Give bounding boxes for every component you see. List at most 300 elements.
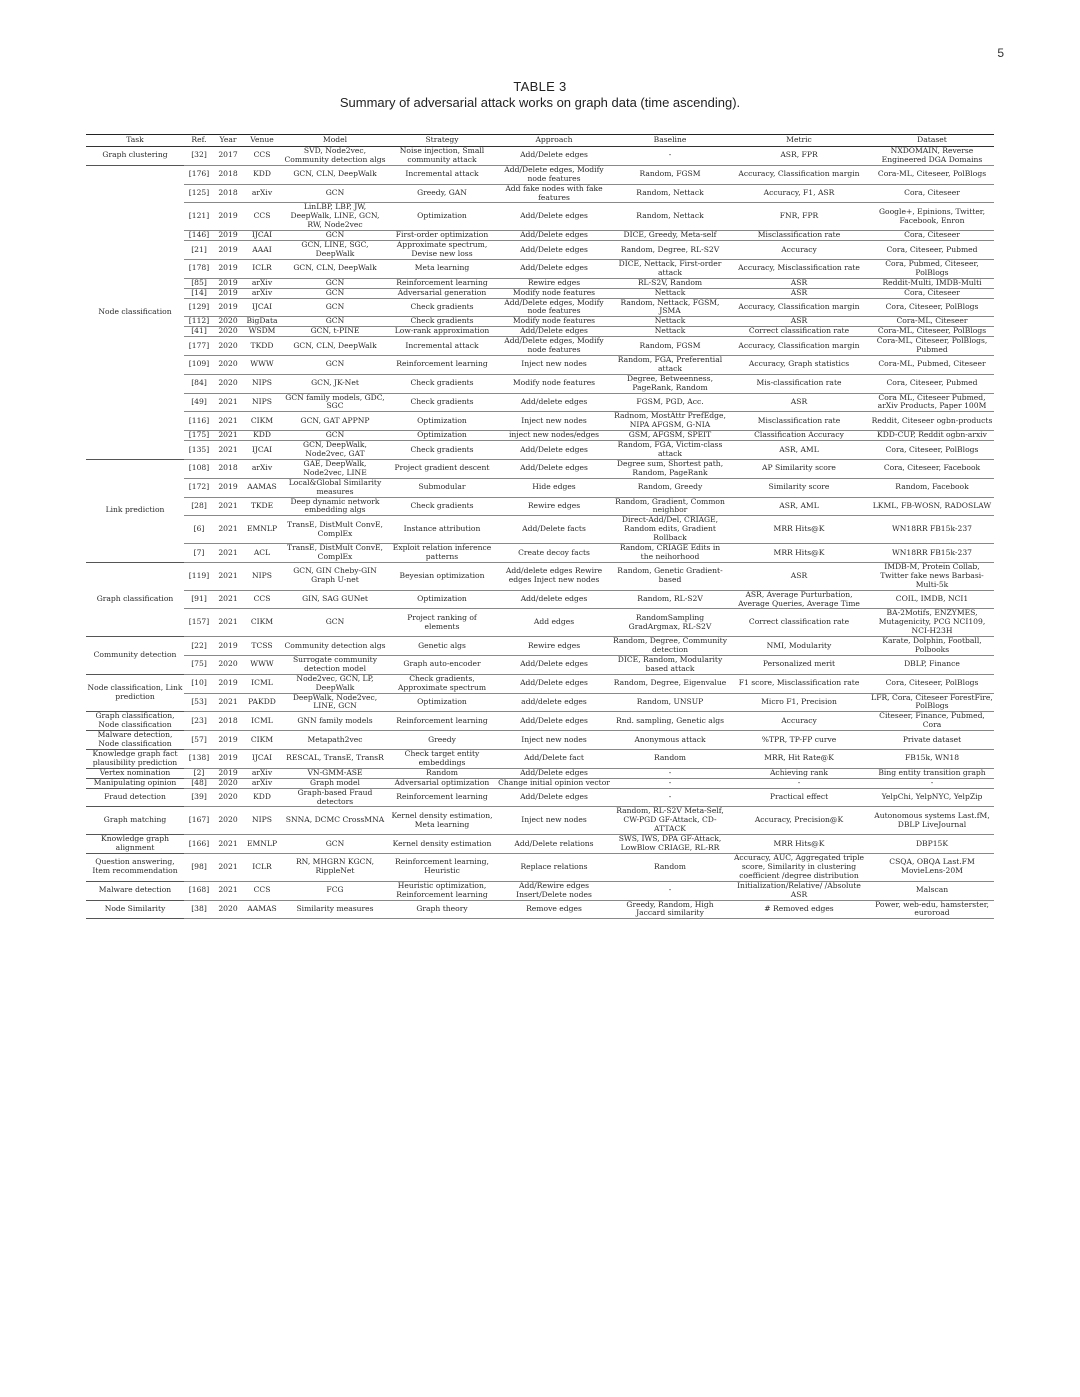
table-row [86, 674, 994, 693]
ref-cell: [32] [184, 147, 214, 166]
baseline-cell: RandomSampling GradArgmax, RL-S2V [612, 609, 728, 637]
metric-cell: ASR, Average Purturbation, Average Queries, Average Time [728, 590, 870, 609]
table-row [86, 693, 994, 712]
ref-cell: [109] [184, 355, 214, 374]
strategy-cell: Check target entity embeddings [388, 750, 496, 769]
table-row [86, 637, 994, 656]
dataset-cell: Citeseer, Finance, Pubmed, Cora [870, 712, 994, 731]
dataset-cell: Reddit, Citeseer ogbn-products [870, 412, 994, 431]
table-row [86, 497, 994, 516]
strategy-cell: First-order optimization [388, 231, 496, 241]
strategy-cell: Reinforcement learning [388, 355, 496, 374]
baseline-cell: Random, Genetic Gradient-based [612, 562, 728, 590]
year-cell: 2020 [214, 327, 242, 337]
task-cell: Malware detection [86, 881, 184, 900]
dataset-cell: Cora-ML, Citeseer [870, 317, 994, 327]
metric-cell: MRR Hits@K [728, 544, 870, 563]
venue-cell: WWW [242, 355, 282, 374]
table-row [86, 712, 994, 731]
table-row [86, 355, 994, 374]
venue-cell: IJCAI [242, 231, 282, 241]
model-cell: Graph-based Fraud detectors [282, 788, 388, 807]
year-cell: 2020 [214, 355, 242, 374]
table-row [86, 288, 994, 298]
venue-cell: CCS [242, 590, 282, 609]
metric-cell: Practical effect [728, 788, 870, 807]
venue-cell: ICLR [242, 259, 282, 278]
ref-cell: [112] [184, 317, 214, 327]
task-cell: Manipulating opinion [86, 778, 184, 788]
year-cell: 2019 [214, 278, 242, 288]
approach-cell: Modify node features [496, 317, 612, 327]
table-row [86, 241, 994, 260]
model-cell: SNNA, DCMC CrossMNA [282, 807, 388, 835]
year-cell: 2021 [214, 412, 242, 431]
ref-cell: [108] [184, 459, 214, 478]
year-cell: 2019 [214, 288, 242, 298]
strategy-cell: Project gradient descent [388, 459, 496, 478]
year-cell: 2021 [214, 497, 242, 516]
year-cell: 2019 [214, 637, 242, 656]
strategy-cell: Reinforcement learning [388, 788, 496, 807]
strategy-cell: Heuristic optimization, Reinforcement learning [388, 881, 496, 900]
approach-cell: Add/Delete edges [496, 768, 612, 778]
baseline-cell: Random, RL-S2V [612, 590, 728, 609]
ref-cell: [49] [184, 393, 214, 412]
approach-cell: Modify node features [496, 374, 612, 393]
strategy-cell: Graph auto-encoder [388, 655, 496, 674]
approach-cell: Rewire edges [496, 637, 612, 656]
dataset-cell: WN18RR FB15k-237 [870, 516, 994, 544]
model-cell: GIN, SAG GUNet [282, 590, 388, 609]
ref-cell: [7] [184, 544, 214, 563]
year-cell: 2020 [214, 655, 242, 674]
metric-cell: ASR [728, 317, 870, 327]
dataset-cell: IMDB-M, Protein Collab, Twitter fake news Barbasi-Multi-5k [870, 562, 994, 590]
year-cell: 2021 [214, 609, 242, 637]
year-cell: 2019 [214, 298, 242, 317]
model-cell: RESCAL, TransE, TransR [282, 750, 388, 769]
dataset-cell: WN18RR FB15k-237 [870, 544, 994, 563]
strategy-cell: Instance attribution [388, 516, 496, 544]
venue-cell: arXiv [242, 278, 282, 288]
metric-cell: Micro F1, Precision [728, 693, 870, 712]
approach-cell: Add/Rewire edges Insert/Delete nodes [496, 881, 612, 900]
ref-cell: [166] [184, 835, 214, 854]
metric-cell: Correct classification rate [728, 609, 870, 637]
year-cell: 2021 [214, 431, 242, 441]
dataset-cell: Reddit-Multi, IMDB-Multi [870, 278, 994, 288]
baseline-cell: Nettack [612, 327, 728, 337]
table-title: Summary of adversarial attack works on graph data (time ascending). [339, 95, 741, 110]
baseline-cell: Random, Nettack [612, 203, 728, 231]
header-venue: Venue [242, 135, 282, 147]
table-header-row [86, 135, 994, 147]
task-cell: Malware detection, Node classification [86, 731, 184, 750]
ref-cell: [168] [184, 881, 214, 900]
baseline-cell: Random, UNSUP [612, 693, 728, 712]
approach-cell: Add/Delete edges [496, 231, 612, 241]
baseline-cell: - [612, 788, 728, 807]
model-cell: GCN, CLN, DeepWalk [282, 259, 388, 278]
table-row [86, 562, 994, 590]
year-cell: 2020 [214, 317, 242, 327]
strategy-cell: Adversarial optimization [388, 778, 496, 788]
header-strategy: Strategy [388, 135, 496, 147]
metric-cell: Accuracy, F1, ASR [728, 184, 870, 203]
metric-cell: ASR [728, 562, 870, 590]
table-row [86, 853, 994, 881]
year-cell: 2021 [214, 590, 242, 609]
model-cell: GCN [282, 609, 388, 637]
model-cell: LinLBP, LBP, JW, DeepWalk, LINE, GCN, RW, Node2vec [282, 203, 388, 231]
ref-cell: [75] [184, 655, 214, 674]
approach-cell: Rewire edges [496, 278, 612, 288]
approach-cell: Add/Delete edges [496, 327, 612, 337]
baseline-cell: Direct-Add/Del, CRIAGE, Random edits, Gradient Rollback [612, 516, 728, 544]
approach-cell: Change initial opinion vector [496, 778, 612, 788]
venue-cell: arXiv [242, 768, 282, 778]
baseline-cell: Random [612, 853, 728, 881]
baseline-cell: RL-S2V, Random [612, 278, 728, 288]
metric-cell: Misclassification rate [728, 412, 870, 431]
venue-cell: CCS [242, 203, 282, 231]
venue-cell: WWW [242, 655, 282, 674]
year-cell: 2019 [214, 231, 242, 241]
dataset-cell: NXDOMAIN, Reverse Engineered DGA Domains [870, 147, 994, 166]
year-cell: 2020 [214, 788, 242, 807]
ref-cell: [178] [184, 259, 214, 278]
header-baseline: Baseline [612, 135, 728, 147]
venue-cell: PAKDD [242, 693, 282, 712]
dataset-cell: Cora, Citeseer, PolBlogs [870, 441, 994, 460]
dataset-cell: Random, Facebook [870, 478, 994, 497]
model-cell: GAE, DeepWalk, Node2vec, LINE [282, 459, 388, 478]
task-cell: Node classification, Link prediction [86, 674, 184, 712]
venue-cell: arXiv [242, 184, 282, 203]
venue-cell: IJCAI [242, 750, 282, 769]
metric-cell: FNR, FPR [728, 203, 870, 231]
table-row [86, 731, 994, 750]
approach-cell: Inject new nodes [496, 807, 612, 835]
venue-cell: ICML [242, 712, 282, 731]
approach-cell: Add/Delete fact [496, 750, 612, 769]
dataset-cell: FB15k, WN18 [870, 750, 994, 769]
header-model: Model [282, 135, 388, 147]
table-row [86, 147, 994, 166]
approach-cell: Rewire edges [496, 497, 612, 516]
model-cell: GCN, CLN, DeepWalk [282, 337, 388, 356]
ref-cell: [157] [184, 609, 214, 637]
ref-cell: [119] [184, 562, 214, 590]
model-cell: GCN [282, 278, 388, 288]
ref-cell: [84] [184, 374, 214, 393]
metric-cell: ASR [728, 278, 870, 288]
metric-cell: - [728, 778, 870, 788]
ref-cell: [98] [184, 853, 214, 881]
year-cell: 2019 [214, 674, 242, 693]
ref-cell: [39] [184, 788, 214, 807]
table-row [86, 393, 994, 412]
metric-cell: ASR, AML [728, 441, 870, 460]
metric-cell: AP Similarity score [728, 459, 870, 478]
ref-cell: [57] [184, 731, 214, 750]
ref-cell: [176] [184, 165, 214, 184]
model-cell: Metapath2vec [282, 731, 388, 750]
approach-cell: Add/Delete edges, Modify node features [496, 298, 612, 317]
table-row [86, 231, 994, 241]
table-row [86, 459, 994, 478]
strategy-cell: Optimization [388, 203, 496, 231]
dataset-cell: Cora-ML, Citeseer, PolBlogs [870, 327, 994, 337]
venue-cell: EMNLP [242, 516, 282, 544]
baseline-cell: - [612, 768, 728, 778]
strategy-cell: Check gradients [388, 317, 496, 327]
baseline-cell: Random, Gradient, Common neighbor [612, 497, 728, 516]
model-cell: TransE, DistMult ConvE, ComplEx [282, 544, 388, 563]
venue-cell: ICML [242, 674, 282, 693]
baseline-cell: SWS, IWS, DPA GF-Attack, LowBlow CRIAGE, RL-RR [612, 835, 728, 854]
table-row [86, 203, 994, 231]
dataset-cell: Bing entity transition graph [870, 768, 994, 778]
approach-cell: Add/Delete facts [496, 516, 612, 544]
year-cell: 2019 [214, 731, 242, 750]
baseline-cell: Greedy, Random, High Jaccard similarity [612, 900, 728, 919]
task-cell: Node classification [86, 165, 184, 459]
table-row [86, 337, 994, 356]
year-cell: 2021 [214, 544, 242, 563]
year-cell: 2018 [214, 459, 242, 478]
ref-cell: [14] [184, 288, 214, 298]
model-cell: DeepWalk, Node2vec, LINE, GCN [282, 693, 388, 712]
dataset-cell: Cora, Citeseer, Pubmed [870, 374, 994, 393]
ref-cell: [38] [184, 900, 214, 919]
task-cell: Knowledge graph alignment [86, 835, 184, 854]
year-cell: 2019 [214, 241, 242, 260]
year-cell: 2019 [214, 478, 242, 497]
venue-cell: CIKM [242, 731, 282, 750]
year-cell: 2021 [214, 835, 242, 854]
venue-cell: arXiv [242, 288, 282, 298]
task-cell: Node Similarity [86, 900, 184, 919]
strategy-cell: Check gradients [388, 393, 496, 412]
model-cell: GCN, JK-Net [282, 374, 388, 393]
strategy-cell: Check gradients [388, 298, 496, 317]
ref-cell: [48] [184, 778, 214, 788]
dataset-cell: Cora, Pubmed, Citeseer, PolBlogs [870, 259, 994, 278]
header-dataset: Dataset [870, 135, 994, 147]
ref-cell: [28] [184, 497, 214, 516]
dataset-cell: Cora-ML, Citeseer, PolBlogs, Pubmed [870, 337, 994, 356]
venue-cell: TCSS [242, 637, 282, 656]
strategy-cell: Optimization [388, 590, 496, 609]
approach-cell: Add/Delete edges [496, 259, 612, 278]
year-cell: 2018 [214, 165, 242, 184]
model-cell: GCN, CLN, DeepWalk [282, 165, 388, 184]
model-cell: GCN [282, 317, 388, 327]
baseline-cell: Random, FGSM [612, 165, 728, 184]
strategy-cell: Meta learning [388, 259, 496, 278]
table-row [86, 298, 994, 317]
metric-cell: ASR [728, 288, 870, 298]
metric-cell: Accuracy [728, 241, 870, 260]
approach-cell: Add/Delete edges [496, 788, 612, 807]
strategy-cell: Low-rank approximation [388, 327, 496, 337]
ref-cell: [146] [184, 231, 214, 241]
ref-cell: [23] [184, 712, 214, 731]
baseline-cell: Random, FGSM [612, 337, 728, 356]
year-cell: 2021 [214, 881, 242, 900]
year-cell: 2020 [214, 900, 242, 919]
table-row [86, 900, 994, 919]
venue-cell: arXiv [242, 459, 282, 478]
year-cell: 2021 [214, 693, 242, 712]
ref-cell: [138] [184, 750, 214, 769]
table-row [86, 835, 994, 854]
model-cell: GCN [282, 184, 388, 203]
baseline-cell: Degree, Betweenness, PageRank, Random [612, 374, 728, 393]
dataset-cell: LKML, FB-WOSN, RADOSLAW [870, 497, 994, 516]
approach-cell: Hide edges [496, 478, 612, 497]
dataset-cell: LFR, Cora, Citeseer ForestFire, PolBlogs [871, 693, 993, 711]
baseline-cell: Random, FGA, Preferential attack [612, 355, 728, 374]
dataset-cell: Power, web-edu, hamsterster, euroroad [870, 900, 994, 919]
ref-cell: [91] [184, 590, 214, 609]
model-cell: RN, MHGRN KGCN, RippleNet [282, 853, 388, 881]
approach-cell: add/delete edges [496, 693, 612, 712]
strategy-cell: Random [388, 768, 496, 778]
approach-cell: Add/Delete edges [496, 459, 612, 478]
ref-cell: [135] [184, 441, 214, 460]
ref-cell: [53] [184, 693, 214, 712]
ref-cell: [177] [184, 337, 214, 356]
metric-cell: Similarity score [728, 478, 870, 497]
baseline-cell: Nettack [612, 288, 728, 298]
year-cell: 2018 [214, 184, 242, 203]
dataset-cell: CSQA, OBQA Last.FM MovieLens-20M [870, 853, 994, 881]
ref-cell: [21] [184, 241, 214, 260]
table-row [86, 374, 994, 393]
model-cell: GCN, DeepWalk, Node2vec, GAT [282, 441, 388, 460]
strategy-cell: Check gradients, Approximate spectrum [388, 674, 496, 693]
metric-cell: %TPR, TP-FP curve [728, 731, 870, 750]
baseline-cell: Random, FGA, Victim-class attack [612, 441, 728, 460]
metric-cell: Accuracy, AUC, Aggregated triple score, Similarity in clustering coefficient /degree distribution [728, 853, 870, 881]
task-cell: Graph clustering [86, 147, 184, 166]
model-cell: Similarity measures [282, 900, 388, 919]
dataset-cell: Cora, Citeseer, PolBlogs [870, 298, 994, 317]
strategy-cell: Check gradients [388, 441, 496, 460]
year-cell: 2021 [214, 393, 242, 412]
approach-cell: Add/Delete edges [496, 203, 612, 231]
strategy-cell: Reinforcement learning [388, 278, 496, 288]
model-cell: GCN [282, 355, 388, 374]
strategy-cell: Project ranking of elements [388, 609, 496, 637]
strategy-cell: Kernel density estimation [388, 835, 496, 854]
ref-cell: [2] [184, 768, 214, 778]
model-cell: GCN [282, 231, 388, 241]
metric-cell: Personalized merit [728, 655, 870, 674]
baseline-cell: Random, Nettack [612, 184, 728, 203]
year-cell: 2021 [214, 853, 242, 881]
approach-cell: Add/Delete edges [496, 147, 612, 166]
model-cell: Local&Global Similarity measures [282, 478, 388, 497]
table-row [86, 327, 994, 337]
metric-cell: # Removed edges [728, 900, 870, 919]
table-row [86, 544, 994, 563]
table-row [86, 441, 994, 460]
year-cell: 2019 [214, 768, 242, 778]
year-cell: 2020 [214, 374, 242, 393]
year-cell: 2020 [214, 778, 242, 788]
dataset-cell: Karate, Dolphin, Football, Polbooks [870, 637, 994, 656]
venue-cell: TKDE [242, 497, 282, 516]
dataset-cell: YelpChi, YelpNYC, YelpZip [870, 788, 994, 807]
table-row [86, 609, 994, 637]
metric-cell: MRR Hits@K [728, 835, 870, 854]
task-cell: Community detection [86, 637, 184, 675]
strategy-cell: Reinforcement learning, Heuristic [388, 853, 496, 881]
venue-cell: IJCAI [242, 298, 282, 317]
task-cell: Link prediction [86, 459, 184, 562]
year-cell: 2021 [214, 562, 242, 590]
model-cell: GCN family models, GDC, SGC [282, 393, 388, 412]
table-caption [0, 79, 1080, 111]
ref-cell: [10] [184, 674, 214, 693]
approach-cell: Inject new nodes [496, 412, 612, 431]
year-cell: 2019 [214, 259, 242, 278]
approach-cell: Add edges [496, 609, 612, 637]
strategy-cell: Adversarial generation [388, 288, 496, 298]
baseline-cell: Rnd. sampling, Genetic algs [612, 712, 728, 731]
venue-cell: ICLR [242, 853, 282, 881]
dataset-cell: Cora, Citeseer [870, 231, 994, 241]
table-row [86, 788, 994, 807]
approach-cell: Inject new nodes [496, 355, 612, 374]
baseline-cell: GSM, AFGSM, SPEIT [612, 431, 728, 441]
approach-cell: Add/delete edges [496, 590, 612, 609]
task-cell: Knowledge graph fact plausibility prediction [86, 750, 184, 769]
ref-cell: [41] [184, 327, 214, 337]
metric-cell: F1 score, Misclassification rate [728, 674, 870, 693]
table-row [86, 655, 994, 674]
baseline-cell: Anonymous attack [612, 731, 728, 750]
approach-cell: Add/delete edges Rewire edges Inject new nodes [496, 562, 612, 590]
table-row [86, 412, 994, 431]
model-cell: GCN [282, 431, 388, 441]
model-cell: GCN, GAT APPNP [282, 412, 388, 431]
year-cell: 2020 [214, 337, 242, 356]
metric-cell: ASR [728, 393, 870, 412]
strategy-cell: Check gradients [388, 497, 496, 516]
table-row [86, 259, 994, 278]
metric-cell: Achieving rank [728, 768, 870, 778]
approach-cell: Add fake nodes with fake features [496, 184, 612, 203]
model-cell: GCN, GIN Cheby-GIN Graph U-net [282, 562, 388, 590]
venue-cell: KDD [242, 165, 282, 184]
table-row [86, 317, 994, 327]
approach-cell: inject new nodes/edges [496, 431, 612, 441]
model-cell: Node2vec, GCN, LP, DeepWalk [282, 674, 388, 693]
metric-cell: MRR Hits@K [728, 516, 870, 544]
metric-cell: NMI, Modularity [728, 637, 870, 656]
strategy-cell: Optimization [388, 693, 496, 712]
approach-cell: Add/Delete edges [496, 674, 612, 693]
table-row [86, 807, 994, 835]
task-cell: Question answering, Item recommendation [86, 853, 184, 881]
metric-cell: Accuracy, Classification margin [728, 165, 870, 184]
model-cell: GCN, LINE, SGC, DeepWalk [282, 241, 388, 260]
